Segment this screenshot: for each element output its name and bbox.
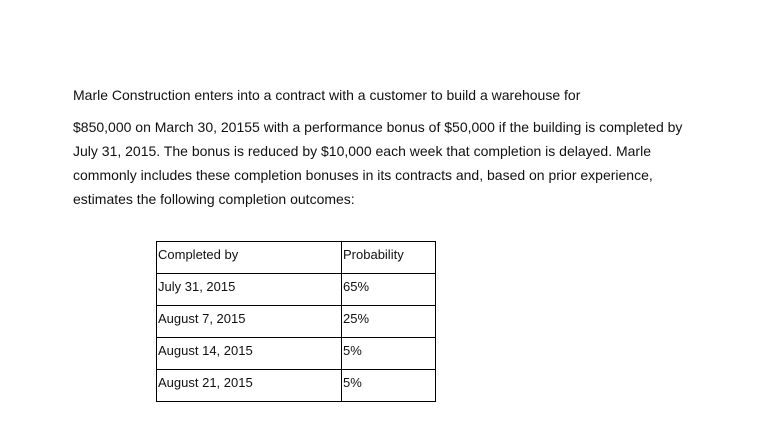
paragraph-line: commonly includes these completion bonuses in its contracts and, based on prior experience, (73, 167, 653, 183)
cell-completion-date: August 21, 2015 (157, 370, 342, 402)
cell-probability: 5% (342, 370, 436, 402)
table-row (157, 274, 436, 306)
header-probability: Probability (342, 242, 436, 274)
cell-completion-date: August 14, 2015 (157, 338, 342, 370)
paragraph-line: $850,000 on March 30, 20155 with a performance bonus of $50,000 if the building is completed by (73, 119, 683, 135)
table-row (157, 370, 436, 402)
header-completed-by: Completed by (157, 242, 342, 274)
intro-paragraph: Marle Construction enters into a contract with a customer to build a warehouse for (73, 87, 581, 103)
cell-probability: 65% (342, 274, 436, 306)
paragraph-line: July 31, 2015. The bonus is reduced by $10,000 each week that completion is delayed. Marle (73, 143, 651, 159)
table-row (157, 338, 436, 370)
cell-probability: 25% (342, 306, 436, 338)
contract-paragraph (73, 115, 713, 211)
cell-probability: 5% (342, 338, 436, 370)
completion-outcomes-table (156, 241, 436, 402)
table-header-row (157, 242, 436, 274)
table-row (157, 306, 436, 338)
cell-completion-date: August 7, 2015 (157, 306, 342, 338)
paragraph-line: estimates the following completion outcomes: (73, 191, 355, 207)
cell-completion-date: July 31, 2015 (157, 274, 342, 306)
